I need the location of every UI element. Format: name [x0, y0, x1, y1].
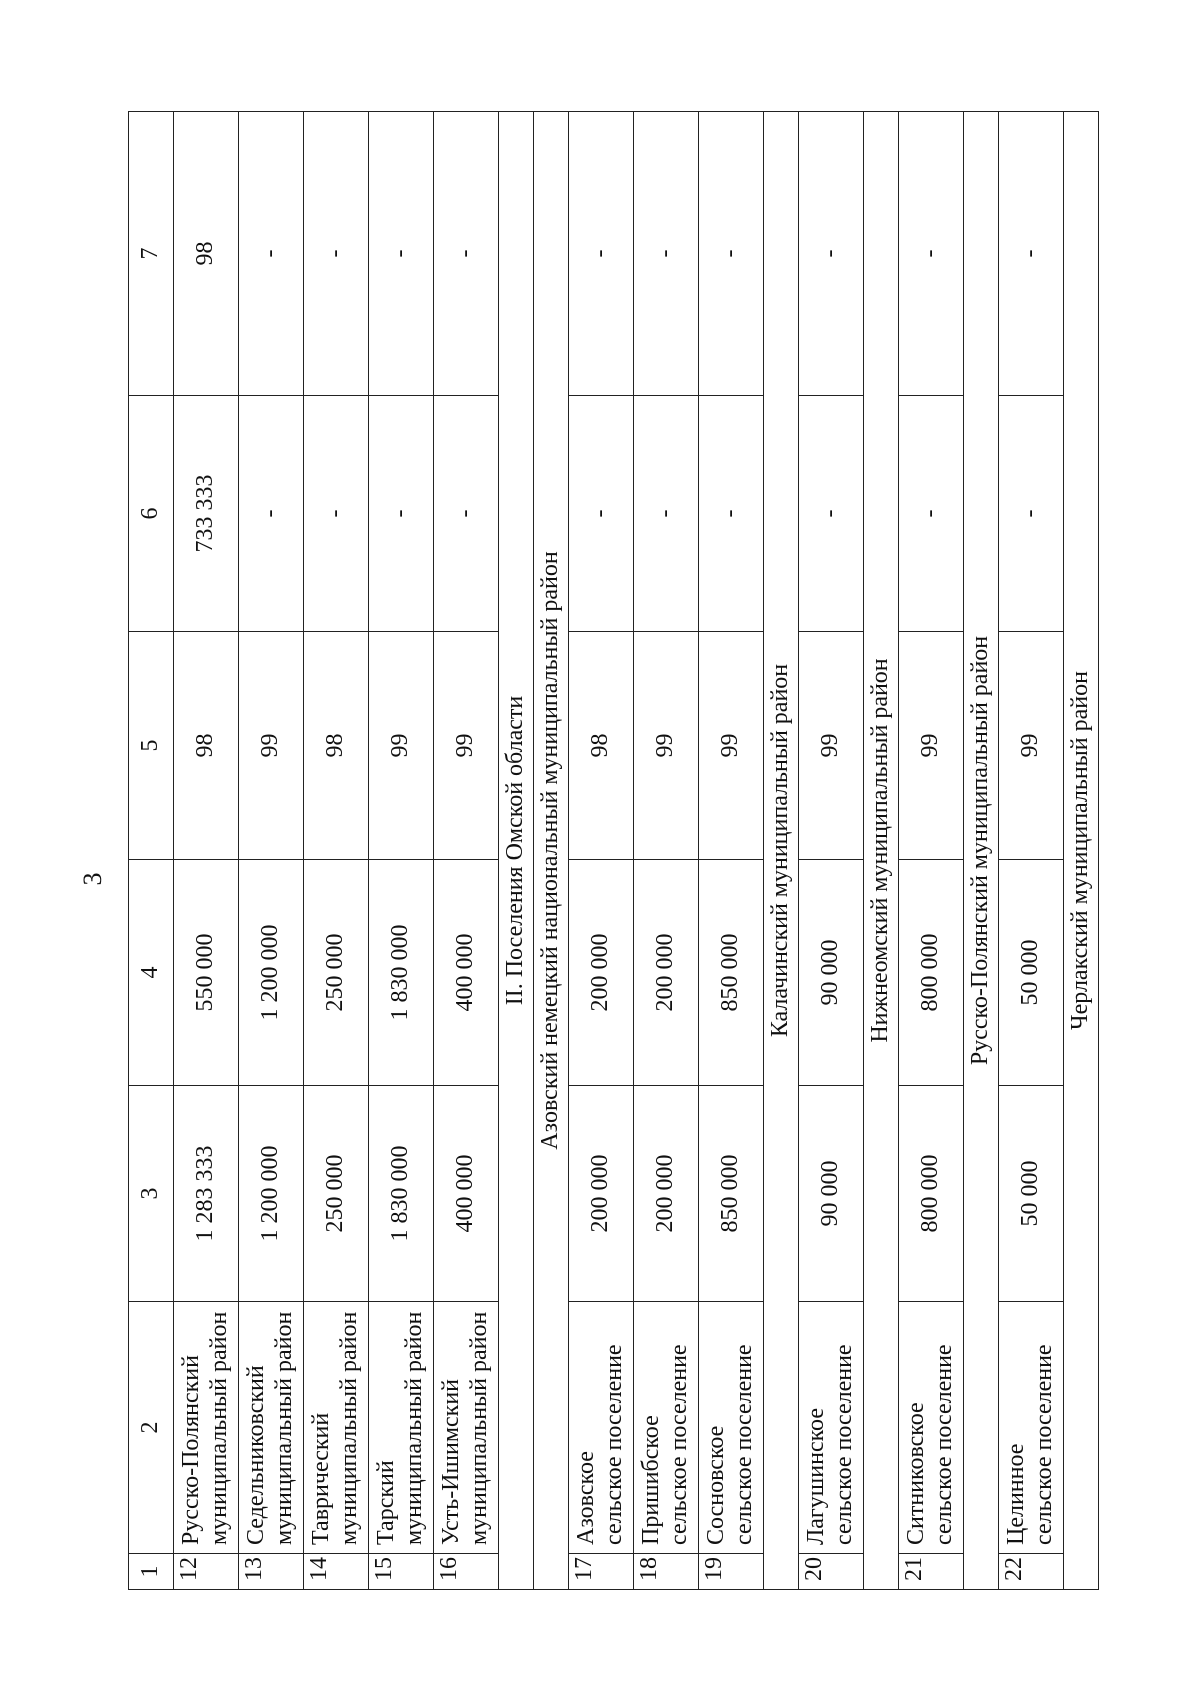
cell-col7: - — [369, 112, 434, 396]
name-line-2: сельское поселение — [931, 1344, 957, 1545]
name-line-1: Усть-Ишимский — [438, 1378, 465, 1545]
cell-col7: - — [304, 112, 369, 396]
section-row — [764, 112, 799, 1590]
row-name — [369, 1302, 434, 1554]
section-title: II. Поселения Омской области — [499, 112, 534, 1590]
cell-col6: 733 333 — [174, 396, 239, 632]
cell-col4: 1 200 000 — [239, 860, 304, 1086]
cell-col5: 98 — [304, 632, 369, 860]
cell-col5: 99 — [434, 632, 499, 860]
cell-col5: 98 — [174, 632, 239, 860]
cell-col3: 200 000 — [569, 1086, 634, 1302]
header-cell: 2 — [129, 1302, 174, 1554]
row-name — [304, 1302, 369, 1554]
district-heading: Черлакский муниципальный район — [1064, 112, 1099, 1590]
cell-col7: - — [239, 112, 304, 396]
cell-col6: - — [899, 396, 964, 632]
cell-col7: - — [569, 112, 634, 396]
table-row — [304, 112, 369, 1590]
name-line-1: Азовское — [573, 1451, 600, 1545]
name-line-2: сельское поселение — [731, 1344, 757, 1545]
cell-col3: 90 000 — [799, 1086, 864, 1302]
cell-col3: 800 000 — [899, 1086, 964, 1302]
district-heading: Азовский немецкий национальный муниципальный район — [534, 112, 569, 1590]
table-row — [799, 112, 864, 1590]
page-number: 3 — [78, 872, 107, 886]
cell-col4: 200 000 — [569, 860, 634, 1086]
name-line-2: сельское поселение — [601, 1344, 627, 1545]
cell-col4: 400 000 — [434, 860, 499, 1086]
row-number: 17 — [569, 1554, 634, 1590]
table-row — [999, 112, 1064, 1590]
name-line-1: Русско-Полянский — [178, 1355, 205, 1545]
cell-col5: 99 — [369, 632, 434, 860]
row-name — [899, 1302, 964, 1554]
header-cell: 6 — [129, 396, 174, 632]
cell-col6: - — [999, 396, 1064, 632]
table-row — [699, 112, 764, 1590]
row-number: 19 — [699, 1554, 764, 1590]
cell-col5: 99 — [634, 632, 699, 860]
cell-col3: 1 200 000 — [239, 1086, 304, 1302]
cell-col5: 99 — [999, 632, 1064, 860]
name-line-2: сельское поселение — [831, 1344, 857, 1545]
cell-col4: 1 830 000 — [369, 860, 434, 1086]
header-cell: 7 — [129, 112, 174, 396]
table-row — [239, 112, 304, 1590]
cell-col5: 99 — [699, 632, 764, 860]
row-name — [174, 1302, 239, 1554]
name-line-1: Лагушинское — [803, 1408, 830, 1545]
name-line-2: сельское поселение — [666, 1344, 692, 1545]
cell-col3: 250 000 — [304, 1086, 369, 1302]
cell-col7: - — [799, 112, 864, 396]
row-name — [569, 1302, 634, 1554]
name-line-2: муниципальный район — [466, 1311, 492, 1545]
cell-col6: - — [569, 396, 634, 632]
name-line-2: муниципальный район — [206, 1311, 232, 1545]
row-number: 14 — [304, 1554, 369, 1590]
cell-col5: 98 — [569, 632, 634, 860]
row-number: 18 — [634, 1554, 699, 1590]
district-heading: Нижнеомский муниципальный район — [864, 112, 899, 1590]
row-name — [634, 1302, 699, 1554]
table-row — [434, 112, 499, 1590]
cell-col3: 850 000 — [699, 1086, 764, 1302]
cell-col3: 1 830 000 — [369, 1086, 434, 1302]
row-number: 22 — [999, 1554, 1064, 1590]
cell-col4: 550 000 — [174, 860, 239, 1086]
cell-col6: - — [239, 396, 304, 632]
table-header-row — [129, 112, 174, 1590]
row-number: 12 — [174, 1554, 239, 1590]
cell-col7: - — [434, 112, 499, 396]
section-row — [1064, 112, 1099, 1590]
cell-col4: 250 000 — [304, 860, 369, 1086]
name-line-1: Целинное — [1003, 1443, 1030, 1545]
name-line-1: Сосновское — [703, 1425, 730, 1545]
name-line-2: муниципальный район — [336, 1311, 362, 1545]
name-line-1: Пришибское — [638, 1415, 665, 1545]
name-line-1: Таврический — [308, 1412, 335, 1545]
row-name — [434, 1302, 499, 1554]
table-row — [569, 112, 634, 1590]
cell-col7: - — [999, 112, 1064, 396]
cell-col7: - — [634, 112, 699, 396]
row-number: 13 — [239, 1554, 304, 1590]
section-row — [499, 112, 534, 1590]
table-row — [369, 112, 434, 1590]
cell-col5: 99 — [799, 632, 864, 860]
name-line-1: Седельниковский — [243, 1365, 270, 1545]
cell-col6: - — [799, 396, 864, 632]
cell-col4: 200 000 — [634, 860, 699, 1086]
row-name — [699, 1302, 764, 1554]
cell-col7: - — [699, 112, 764, 396]
cell-col4: 850 000 — [699, 860, 764, 1086]
name-line-2: муниципальный район — [401, 1311, 427, 1545]
table-row — [899, 112, 964, 1590]
allocation-table — [128, 111, 1099, 1590]
name-line-2: муниципальный район — [271, 1311, 297, 1545]
cell-col5: 99 — [239, 632, 304, 860]
name-line-1: Ситниковское — [903, 1402, 930, 1545]
row-name — [999, 1302, 1064, 1554]
row-name — [799, 1302, 864, 1554]
rotated-table-container — [128, 112, 1094, 1590]
row-name — [239, 1302, 304, 1554]
cell-col6: - — [634, 396, 699, 632]
row-number: 21 — [899, 1554, 964, 1590]
cell-col6: - — [699, 396, 764, 632]
row-number: 20 — [799, 1554, 864, 1590]
cell-col3: 200 000 — [634, 1086, 699, 1302]
cell-col4: 800 000 — [899, 860, 964, 1086]
section-row — [534, 112, 569, 1590]
cell-col3: 400 000 — [434, 1086, 499, 1302]
cell-col6: - — [369, 396, 434, 632]
cell-col4: 50 000 — [999, 860, 1064, 1086]
name-line-1: Тарский — [373, 1460, 400, 1545]
cell-col3: 1 283 333 — [174, 1086, 239, 1302]
cell-col6: - — [304, 396, 369, 632]
district-heading: Калачинский муниципальный район — [764, 112, 799, 1590]
cell-col5: 99 — [899, 632, 964, 860]
section-row — [864, 112, 899, 1590]
cell-col6: - — [434, 396, 499, 632]
header-cell: 4 — [129, 860, 174, 1086]
table-row — [174, 112, 239, 1590]
header-cell: 5 — [129, 632, 174, 860]
table-row — [634, 112, 699, 1590]
row-number: 15 — [369, 1554, 434, 1590]
cell-col7: 98 — [174, 112, 239, 396]
cell-col4: 90 000 — [799, 860, 864, 1086]
row-number: 16 — [434, 1554, 499, 1590]
header-cell: 3 — [129, 1086, 174, 1302]
header-cell: 1 — [129, 1554, 174, 1590]
name-line-2: сельское поселение — [1031, 1344, 1057, 1545]
district-heading: Русско-Полянский муниципальный район — [964, 112, 999, 1590]
section-row — [964, 112, 999, 1590]
cell-col7: - — [899, 112, 964, 396]
cell-col3: 50 000 — [999, 1086, 1064, 1302]
